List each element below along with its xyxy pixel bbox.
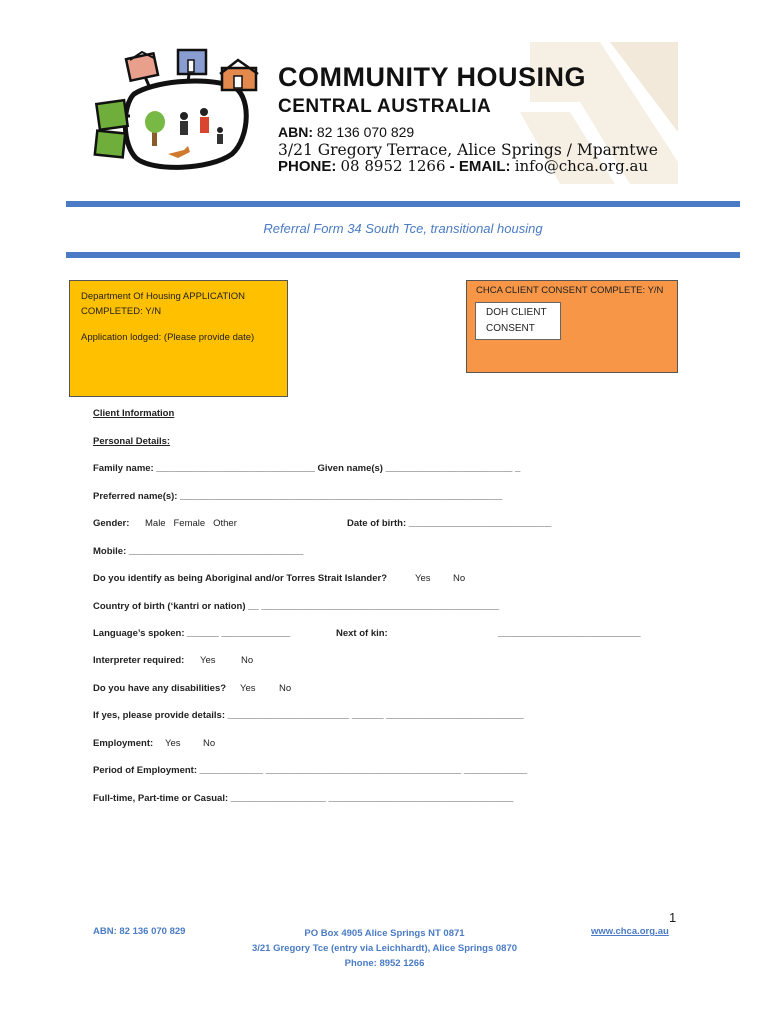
- preferred-name-field[interactable]: Preferred name(s): _____________________________________________________________: [93, 491, 503, 502]
- title-divider: [66, 252, 740, 258]
- aboriginal-question: Do you identify as being Aboriginal and/or Torres Strait Islander?: [93, 573, 388, 584]
- contact-separator: -: [449, 158, 455, 175]
- employment-question: Employment:: [93, 738, 154, 749]
- footer-phone: Phone: 8952 1266: [344, 958, 425, 969]
- employment-yes-option[interactable]: Yes: [165, 738, 181, 749]
- employment-no-option[interactable]: No: [203, 738, 216, 749]
- org-contact: [278, 157, 648, 175]
- phone-label: PHONE:: [278, 158, 337, 175]
- client-consent-box: [466, 280, 678, 373]
- disabilities-question: Do you have any disabilities?: [93, 683, 227, 694]
- next-of-kin-label: Next of kin:: [336, 628, 388, 639]
- disability-details-field[interactable]: If yes, please provide details: _______________________ ______ __________________________: [93, 710, 524, 721]
- interpreter-no-option[interactable]: No: [241, 655, 254, 666]
- footer-address: [232, 926, 537, 971]
- chca-logo: [92, 46, 262, 178]
- org-name: COMMUNITY HOUSING: [278, 62, 587, 92]
- client-information-heading: Client Information: [93, 408, 175, 419]
- doh-consent-line2: CONSENT: [486, 323, 535, 334]
- personal-details-heading: Personal Details:: [93, 436, 171, 447]
- abn-label: ABN:: [278, 124, 313, 140]
- page-number: 1: [669, 910, 677, 925]
- mobile-field[interactable]: Mobile: _________________________________: [93, 546, 304, 557]
- footer-street: 3/21 Gregory Tce (entry via Leichhardt), Alice Springs 0870: [251, 943, 518, 954]
- gender-label: Gender:: [93, 518, 130, 529]
- country-of-birth-field[interactable]: Country of birth (‘kantri or nation) __ _____________________________________________: [93, 601, 500, 612]
- form-title: Referral Form 34 South Tce, transitional housing: [263, 221, 543, 236]
- org-abn: [278, 124, 414, 140]
- date-of-birth-field[interactable]: Date of birth: ___________________________: [347, 518, 552, 529]
- next-of-kin-field[interactable]: ___________________________: [498, 628, 641, 639]
- employment-type-field[interactable]: Full-time, Part-time or Casual: __________________ ___________________________________: [93, 793, 514, 804]
- aboriginal-yes-option[interactable]: Yes: [415, 573, 431, 584]
- consent-status: CHCA CLIENT CONSENT COMPLETE: Y/N: [476, 285, 664, 296]
- doh-consent-box: [475, 302, 561, 340]
- email-label: EMAIL:: [458, 158, 511, 175]
- footer-abn: ABN: 82 136 070 829: [93, 926, 186, 937]
- footer-po-box: PO Box 4905 Alice Springs NT 0871: [304, 928, 465, 939]
- header-divider: [66, 201, 740, 207]
- period-of-employment-field[interactable]: Period of Employment: ____________ _____________________________________ ____________: [93, 765, 528, 776]
- interpreter-question: Interpreter required:: [93, 655, 185, 666]
- disabilities-yes-option[interactable]: Yes: [240, 683, 256, 694]
- abn-value: 82 136 070 829: [316, 124, 415, 140]
- interpreter-yes-option[interactable]: Yes: [200, 655, 216, 666]
- family-given-name-field[interactable]: Family name: ______________________________ Given name(s) ________________________ _: [93, 463, 521, 474]
- aboriginal-no-option[interactable]: No: [453, 573, 466, 584]
- phone-value: 08 8952 1266: [340, 157, 446, 175]
- doh-application-box: [69, 280, 288, 397]
- languages-field[interactable]: Language’s spoken: ______ _____________: [93, 628, 291, 639]
- house-icon: [126, 52, 158, 81]
- email-value: info@chca.org.au: [514, 157, 649, 175]
- doh-application-status: Department Of Housing APPLICATION COMPLETED: Y/N: [81, 291, 246, 317]
- gender-options[interactable]: Male Female Other: [145, 518, 237, 529]
- disabilities-no-option[interactable]: No: [279, 683, 292, 694]
- application-lodged-label: Application lodged: (Please provide date): [81, 332, 255, 343]
- org-address: 3/21 Gregory Terrace, Alice Springs / Mparntwe: [278, 141, 658, 159]
- footer-website-link[interactable]: www.chca.org.au: [591, 926, 669, 937]
- org-subname: CENTRAL AUSTRALIA: [278, 96, 492, 117]
- doh-consent-line1: DOH CLIENT: [486, 307, 547, 318]
